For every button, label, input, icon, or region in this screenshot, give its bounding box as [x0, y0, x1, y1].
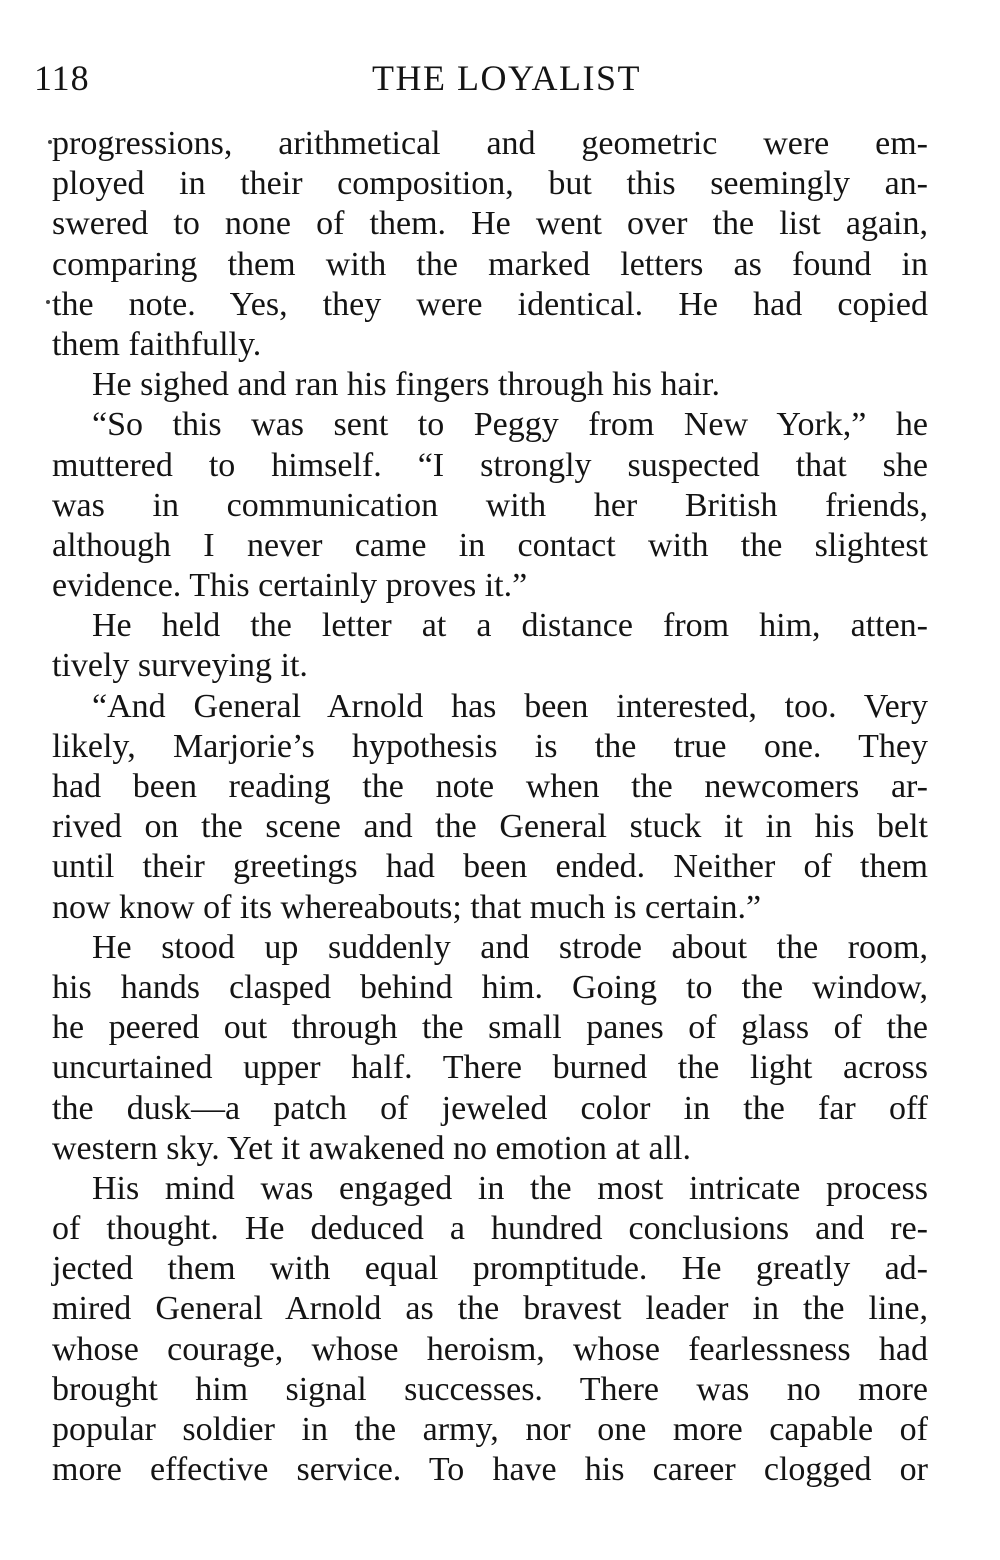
text-line: he peered out through the small panes of glass of the: [52, 1009, 928, 1047]
text-line: likely, Marjorie’s hypothesis is the true one. They: [52, 727, 928, 765]
paragraph: [52, 687, 928, 928]
text-line: swered to none of them. He went over the list again,: [52, 205, 928, 243]
text-line: more effective service. To have his career clogged or: [52, 1451, 928, 1489]
text-line: muttered to himself. “I strongly suspected that she: [52, 446, 928, 484]
text-line: of thought. He deduced a hundred conclusions and re-: [52, 1210, 928, 1248]
text-line: popular soldier in the army, nor one more capable of: [52, 1411, 928, 1448]
text-line: progressions, arithmetical and geometric were em-: [52, 125, 928, 162]
text-line: although I never came in contact with the slightest: [52, 526, 928, 564]
text-line: ployed in their composition, but this seemingly an-: [52, 165, 928, 203]
text-line: them faithfully.: [52, 325, 262, 363]
text-line: He sighed and ran his fingers through his hair.: [92, 366, 720, 404]
text-line: “And General Arnold has been interested, too. Very: [92, 687, 928, 725]
text-line: evidence. This certainly proves it.”: [52, 567, 528, 605]
text-line: was in communication with her British friends,: [52, 486, 928, 524]
text-line: tively surveying it.: [52, 647, 308, 685]
print-speck: [48, 140, 52, 144]
text-line: had been reading the note when the newcomers ar-: [52, 768, 928, 805]
text-line: his hands clasped behind him. Going to the window,: [52, 968, 928, 1006]
text-line: He held the letter at a distance from him, atten-: [92, 607, 928, 645]
paragraph: [52, 928, 928, 1169]
paragraph: [52, 1169, 928, 1491]
text-line: “So this was sent to Peggy from New York,” he: [92, 406, 928, 444]
paragraph: [52, 365, 928, 405]
text-line: mired General Arnold as the bravest leader in the line,: [52, 1290, 928, 1328]
text-line: the dusk—a patch of jeweled color in the far off: [52, 1089, 928, 1127]
page-header: [34, 56, 934, 106]
text-line: now know of its whereabouts; that much is certain.”: [52, 888, 762, 926]
text-line: uncurtained upper half. There burned the light across: [52, 1049, 928, 1087]
body-text: [52, 124, 928, 1490]
text-line: until their greetings had been ended. Neither of them: [52, 848, 928, 886]
text-line: whose courage, whose heroism, whose fearlessness had: [52, 1330, 928, 1368]
text-line: the note. Yes, they were identical. He had copied: [52, 285, 928, 323]
text-line: brought him signal successes. There was no more: [52, 1370, 928, 1408]
text-line: He stood up suddenly and strode about the room,: [92, 928, 928, 966]
text-line: comparing them with the marked letters as found in: [52, 245, 928, 283]
running-title: THE LOYALIST: [372, 58, 641, 98]
paragraph: [52, 124, 928, 365]
paragraph: [52, 405, 928, 606]
text-line: His mind was engaged in the most intricate process: [92, 1169, 928, 1207]
text-line: rived on the scene and the General stuck it in his belt: [52, 808, 928, 846]
page-number: 118: [34, 58, 90, 98]
paragraph: [52, 606, 928, 686]
text-line: jected them with equal promptitude. He greatly ad-: [52, 1250, 928, 1288]
text-line: western sky. Yet it awakened no emotion at all.: [52, 1129, 691, 1167]
print-speck: [46, 300, 50, 304]
